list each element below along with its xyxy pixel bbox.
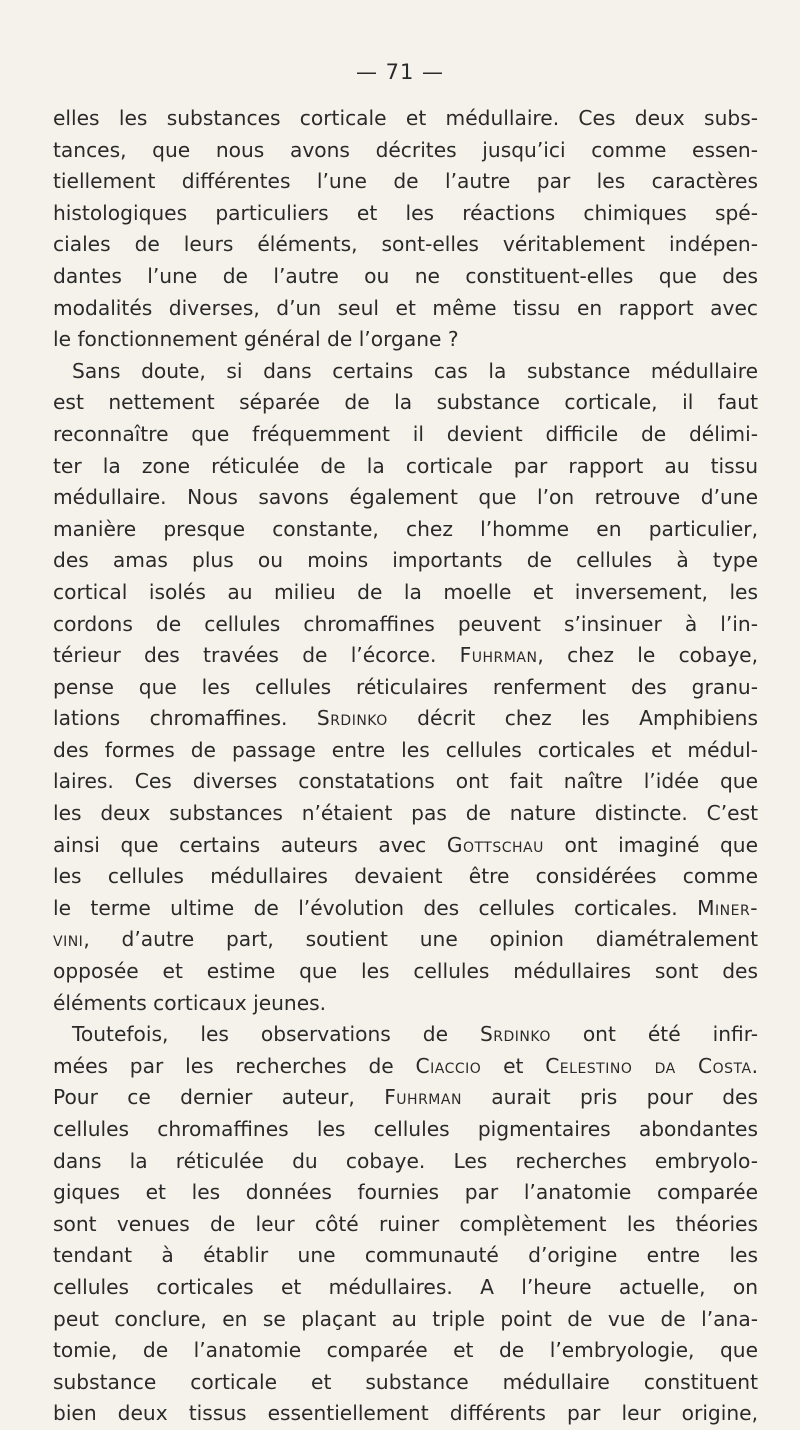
text-line: tances, que nous avons décrites jusqu’ici comme essen- [53, 137, 758, 162]
text-line: est nettement séparée de la substance corticale, il faut [53, 390, 758, 415]
text-line: des amas plus ou moins importants de cellules à type [53, 548, 758, 573]
text-line: ciales de leurs éléments, sont-elles véritablement indépen- [53, 232, 758, 257]
author-name: Celestino da Costa [545, 1053, 752, 1078]
author-name: Fuhrman [459, 643, 538, 668]
text-line: dans la réticulée du cobaye. Les recherches embryolo- [53, 1148, 758, 1173]
text-line: cellules chromaffines les cellules pigmentaires abondantes [53, 1117, 758, 1141]
text-line: Pour ce dernier auteur, Fuhrman aurait pris pour des [53, 1085, 758, 1110]
text-line: les deux substances n’étaient pas de nature distincte. C’est [53, 801, 758, 826]
author-name: Ciaccio [415, 1053, 482, 1078]
text-line: giques et les données fournies par l’anatomie comparée [53, 1180, 758, 1205]
text-line: peut conclure, en se plaçant au triple point de vue de l’ana- [53, 1306, 758, 1331]
text-line: dantes l’une de l’autre ou ne constituent-elles que des [53, 263, 758, 288]
text-line: ainsi que certains auteurs avec Gottschau ont imaginé que [53, 832, 758, 857]
text-line: lations chromaffines. Srdinko décrit chez les Amphibiens [53, 706, 758, 731]
text-line: reconnaître que fréquemment il devient difficile de délimi- [53, 421, 758, 446]
text-line: tendant à établir une communauté d’origine entre les [53, 1243, 758, 1268]
text-line: cellules corticales et médullaires. A l’heure actuelle, on [53, 1274, 758, 1299]
text-line: opposée et estime que les cellules médullaires sont des [53, 959, 758, 984]
body-text [53, 103, 758, 1430]
text-line: cortical isolés au milieu de la moelle et inversement, les [53, 579, 758, 604]
author-name: Gottschau [446, 832, 544, 857]
page-number: — 71 — [355, 60, 445, 84]
text-line: cordons de cellules chromaffines peuvent s’insinuer à l’in- [53, 611, 758, 636]
text-line: vini, d’autre part, soutient une opinion diamétralement [53, 927, 758, 952]
text-line: médullaire. Nous savons également que l’on retrouve d’une [53, 485, 758, 510]
text-line: pense que les cellules réticulaires renferment des granu- [53, 674, 758, 699]
text-line: elles les substances corticale et médullaire. Ces deux subs- [53, 106, 758, 130]
author-name: Srdinko [479, 1022, 551, 1047]
text-line: tomie, de l’anatomie comparée et de l’embryologie, que [53, 1338, 758, 1363]
author-name: Miner- [697, 895, 758, 920]
text-line: modalités diverses, d’un seul et même tissu en rapport avec [53, 295, 758, 320]
author-name: Srdinko [316, 706, 388, 731]
text-line: histologiques particuliers et les réactions chimiques spé- [53, 200, 758, 225]
text-line: térieur des travées de l’écorce. Fuhrman, chez le cobaye, [53, 643, 758, 668]
text-line: bien deux tissus essentiellement différents par leur origine, [53, 1401, 758, 1426]
text-line: Sans doute, si dans certains cas la substance médullaire [72, 358, 758, 383]
text-line: ter la zone réticulée de la corticale par rapport au tissu [53, 453, 758, 478]
text-line: substance corticale et substance médullaire constituent [53, 1369, 758, 1394]
text-line: des formes de passage entre les cellules corticales et médul- [53, 737, 758, 762]
text-line: éléments corticaux jeunes. [53, 990, 327, 1015]
text-line: tiellement différentes l’une de l’autre par les caractères [53, 169, 758, 194]
text-line: mées par les recherches de Ciaccio et Celestino da Costa. [53, 1053, 759, 1078]
author-name: vini [53, 927, 84, 952]
text-line: le fonctionnement général de l’organe ? [53, 327, 459, 352]
text-line: laires. Ces diverses constatations ont fait naître l’idée que [53, 769, 758, 794]
author-name: Fuhrman [384, 1085, 462, 1110]
text-line: les cellules médullaires devaient être considérées comme [53, 864, 758, 889]
text-line: le terme ultime de l’évolution des cellules corticales. Miner- [53, 895, 758, 920]
text-line: Toutefois, les observations de Srdinko ont été infir- [72, 1022, 758, 1047]
text-line: sont venues de leur côté ruiner complètement les théories [53, 1211, 758, 1236]
text-line: manière presque constante, chez l’homme en particulier, [53, 516, 758, 541]
